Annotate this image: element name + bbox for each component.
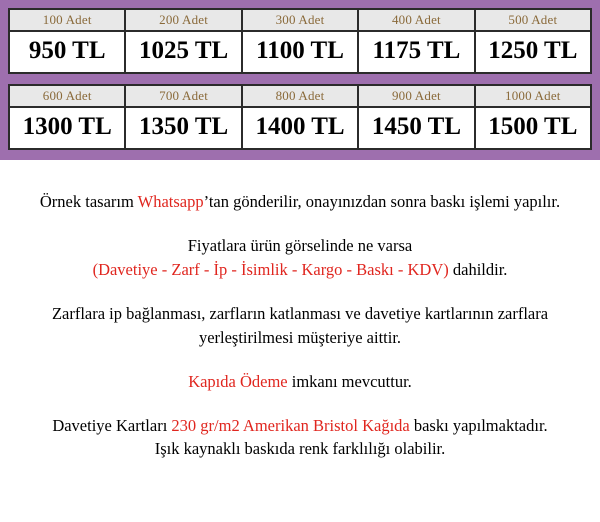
price-value: 1175 TL — [359, 32, 473, 72]
price-table — [0, 0, 600, 160]
note-whatsapp-text-start: Örnek tasarım — [39, 192, 138, 211]
note-customer-responsibility-line2: yerleştirilmesi müşteriye aittir. — [198, 327, 402, 347]
note-whatsapp — [12, 190, 588, 214]
price-value: 1300 TL — [10, 108, 124, 148]
price-value: 1025 TL — [126, 32, 240, 72]
quantity-label: 1000 Adet — [476, 86, 590, 108]
note-whatsapp-highlight: Whatsapp — [137, 192, 204, 211]
quantity-label: 500 Adet — [476, 10, 590, 32]
note-included — [12, 234, 588, 282]
price-value: 1450 TL — [359, 108, 473, 148]
price-cell — [10, 86, 126, 148]
note-paper-type-tail: baskı yapılmaktadır. — [409, 415, 548, 435]
note-customer-responsibility — [12, 302, 588, 350]
price-cell — [126, 10, 242, 72]
price-cell — [10, 10, 126, 72]
note-whatsapp-text-end: ’tan gönderilir, onayınızdan sonra baskı işlemi yapılır. — [203, 192, 561, 211]
quantity-label: 800 Adet — [243, 86, 357, 108]
price-cell — [243, 10, 359, 72]
quantity-label: 700 Adet — [126, 86, 240, 108]
notes-section — [0, 160, 600, 461]
price-cell — [476, 10, 590, 72]
price-table-row — [8, 8, 592, 74]
note-paper-type-lead: Davetiye Kartları — [52, 415, 172, 435]
price-value: 950 TL — [10, 32, 124, 72]
note-cash-on-delivery — [12, 370, 588, 394]
price-value: 1500 TL — [476, 108, 590, 148]
note-paper-type-highlight: 230 gr/m2 Amerikan Bristol Kağıda — [171, 415, 410, 435]
note-customer-responsibility-line1: Zarflara ip bağlanması, zarfların katlanması ve davetiye kartlarının zarflara — [51, 303, 549, 323]
quantity-label: 400 Adet — [359, 10, 473, 32]
price-value: 1100 TL — [243, 32, 357, 72]
quantity-label: 900 Adet — [359, 86, 473, 108]
note-paper-type-line2: Işık kaynaklı baskıda renk farklılığı olabilir. — [154, 439, 446, 459]
price-cell — [126, 86, 242, 148]
note-cash-on-delivery-highlight: Kapıda Ödeme — [188, 371, 288, 391]
note-cash-on-delivery-tail: imkanı mevcuttur. — [287, 371, 412, 391]
price-value: 1350 TL — [126, 108, 240, 148]
quantity-label: 200 Adet — [126, 10, 240, 32]
price-table-row — [8, 84, 592, 150]
price-cell — [243, 86, 359, 148]
price-value: 1400 TL — [243, 108, 357, 148]
note-included-tail: dahildir. — [448, 259, 508, 279]
quantity-label: 100 Adet — [10, 10, 124, 32]
note-paper-type — [12, 414, 588, 462]
note-included-line1: Fiyatlara ürün görselinde ne varsa — [187, 235, 413, 255]
price-value: 1250 TL — [476, 32, 590, 72]
price-cell — [359, 10, 475, 72]
price-cell — [359, 86, 475, 148]
quantity-label: 600 Adet — [10, 86, 124, 108]
price-cell — [476, 86, 590, 148]
note-included-highlight: (Davetiye - Zarf - İp - İsimlik - Kargo - Baskı - KDV) — [92, 259, 449, 279]
quantity-label: 300 Adet — [243, 10, 357, 32]
